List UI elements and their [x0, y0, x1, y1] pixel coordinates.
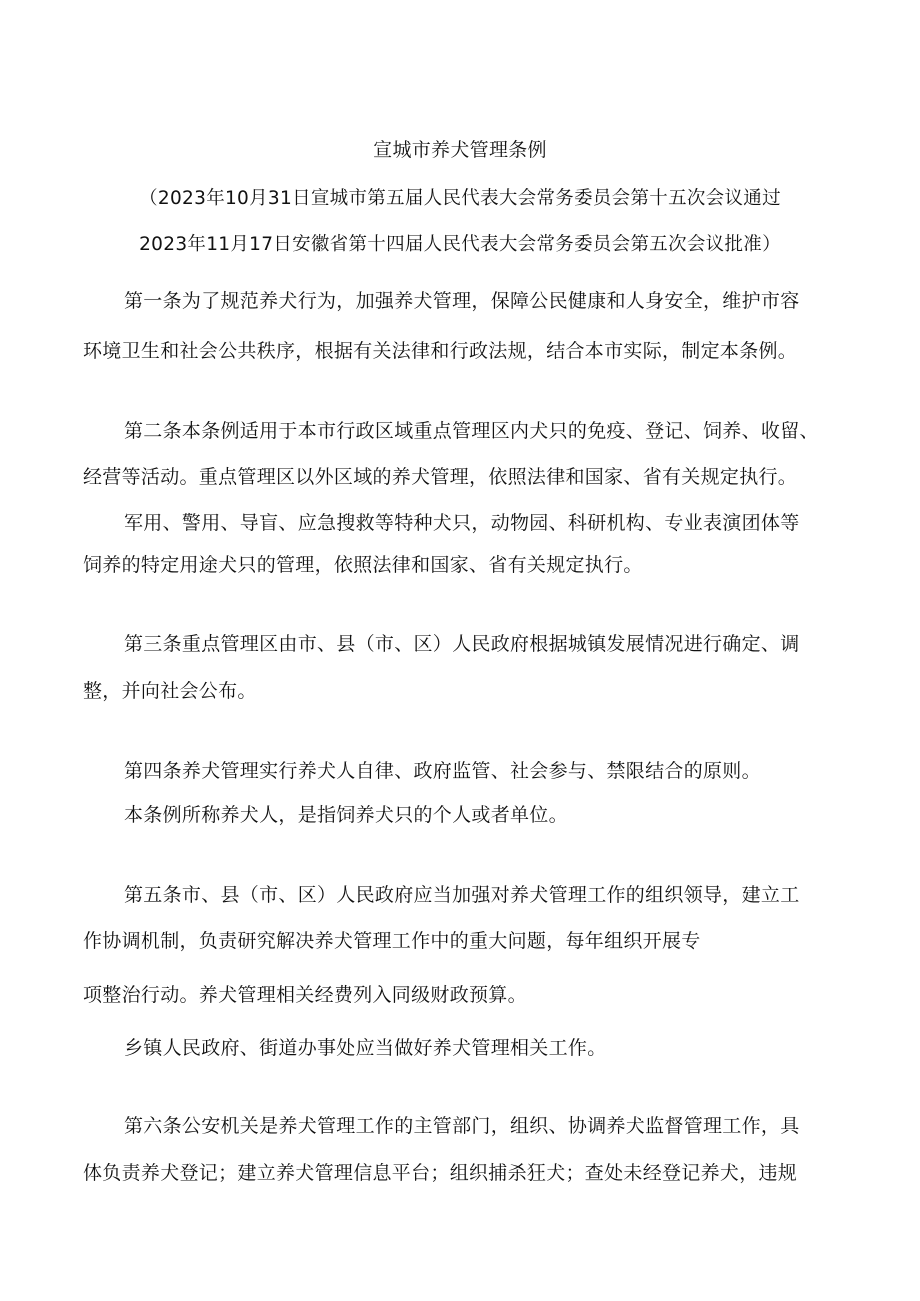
- article-5-line-1: 第五条市、县（市、区）人民政府应当加强对养犬管理工作的组织领导，建立工: [124, 884, 800, 906]
- article-2-para-2-line-1: 军用、警用、导盲、应急搜救等特种犬只，动物园、科研机构、专业表演团体等: [124, 512, 800, 534]
- article-4-para-2-line-1: 本条例所称养犬人，是指饲养犬只的个人或者单位。: [124, 804, 568, 826]
- document-subtitle-line-1: （2023年10月31日宣城市第五届人民代表大会常务委员会第十五次会议通过: [139, 188, 781, 209]
- article-5-line-2: 作协调机制，负责研究解决养犬管理工作中的重大问题，每年组织开展专: [83, 930, 701, 952]
- article-5-line-3: 项整治行动。养犬管理相关经费列入同级财政预算。: [83, 984, 527, 1006]
- article-3-line-2: 整，并向社会公布。: [83, 680, 257, 702]
- article-5-para-2-line-1: 乡镇人民政府、街道办事处应当做好养犬管理相关工作。: [124, 1037, 607, 1059]
- article-2-line-1: 第二条本条例适用于本市行政区域重点管理区内犬只的免疫、登记、饲养、收留、: [124, 420, 819, 442]
- document-title: 宣城市养犬管理条例: [373, 139, 547, 161]
- article-3-line-1: 第三条重点管理区由市、县（市、区）人民政府根据城镇发展情况进行确定、调: [124, 633, 800, 655]
- document-subtitle-line-2: 2023年11月17日安徽省第十四届人民代表大会常务委员会第五次会议批准）: [139, 234, 781, 255]
- article-1-line-2: 环境卫生和社会公共秩序，根据有关法律和行政法规，结合本市实际，制定本条例。: [83, 340, 798, 362]
- article-2-para-2-line-2: 饲养的特定用途犬只的管理，依照法律和国家、省有关规定执行。: [83, 554, 643, 576]
- article-1-line-1: 第一条为了规范养犬行为，加强养犬管理，保障公民健康和人身安全，维护市容: [124, 290, 800, 312]
- article-6-line-1: 第六条公安机关是养犬管理工作的主管部门，组织、协调养犬监督管理工作，具: [124, 1115, 800, 1137]
- article-6-line-2: 体负责养犬登记；建立养犬管理信息平台；组织捕杀狂犬；查处未经登记养犬，违规: [83, 1162, 798, 1184]
- article-4-line-1: 第四条养犬管理实行养犬人自律、政府监管、社会参与、禁限结合的原则。: [124, 760, 761, 782]
- article-2-line-2: 经营等活动。重点管理区以外区域的养犬管理，依照法律和国家、省有关规定执行。: [83, 466, 798, 488]
